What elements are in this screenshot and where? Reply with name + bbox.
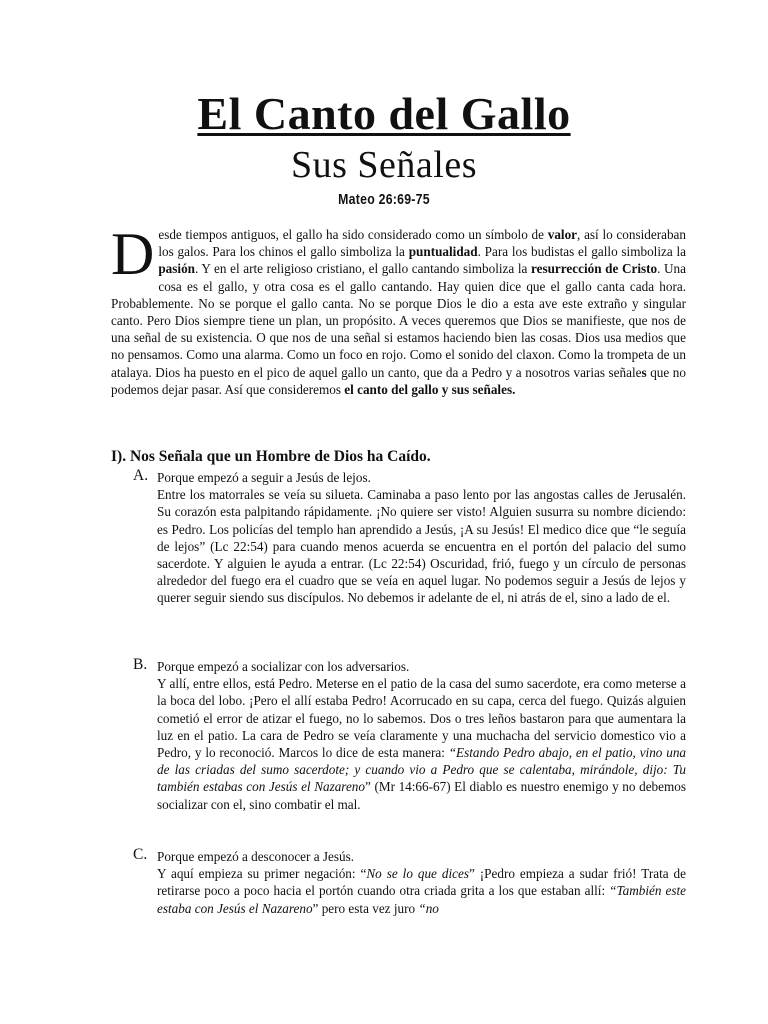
item-b-text: ” (Mr 14:66-67) El diablo es nuestro enemigo y no debemos socializar con el, sino combatir el mal. bbox=[157, 779, 686, 812]
item-letter-c: C. bbox=[133, 846, 148, 863]
intro-bold-valor: valor bbox=[547, 227, 578, 242]
intro-paragraph bbox=[111, 221, 687, 398]
intro-text: . Una cosa es el gallo, y otra cosa es el gallo cantando. Hay quien dice que el gallo canta cada hora. Probablemente. No se porque el gallo canta. No se porque Dios le dio a esta ave este extraño y singular canto. Pero Dios siempre tiene un plan, un propósito. A veces queremos que Dios se manifieste, que nos de una señal de su existencia. O que nos de una señal si estamos haciendo bien las cosas. Dios usa medios que no pensamos. Como una alarma. Como un foco en rojo. Como el sonido del claxon. Como la trompeta de un atalaya. Dios ha puesto en el pico de aquel gallo un canto, que da a Pedro y a nosotros varias señale bbox=[111, 261, 686, 380]
document-title: El Canto del Gallo bbox=[197, 88, 571, 139]
intro-text: esde tiempos antiguos, el gallo ha sido considerado como un símbolo de bbox=[158, 227, 548, 242]
item-b-lead: Porque empezó a socializar con los adversarios. bbox=[157, 659, 410, 674]
item-c-quote: “no bbox=[418, 900, 439, 916]
intro-bold-pasion: pasión bbox=[158, 261, 195, 277]
item-c-quote: “También este estaba con Jesús el Nazareno bbox=[157, 883, 686, 916]
drop-cap: D bbox=[111, 221, 155, 287]
item-a-lead: Porque empezó a seguir a Jesús de lejos. bbox=[157, 470, 371, 485]
document-subtitle: Sus Señales bbox=[291, 144, 477, 186]
intro-text: que no podemos dejar pasar. Así que consideremos bbox=[111, 364, 686, 397]
section-heading: I). Nos Señala que un Hombre de Dios ha Caído. bbox=[111, 448, 431, 465]
intro-bold-resurreccion: resurrección de Cristo bbox=[531, 261, 658, 277]
intro-bold-s: s bbox=[641, 364, 647, 380]
item-c-quote: No se lo que dices bbox=[366, 866, 469, 882]
intro-text: , así lo consideraban los galos. Para los chinos el gallo simboliza la bbox=[158, 227, 687, 260]
item-c-text: Y aquí empieza su primer negación: “ bbox=[157, 866, 367, 882]
item-c-lead: Porque empezó a desconocer a Jesús. bbox=[157, 849, 355, 864]
item-b-text: Y allí, entre ellos, está Pedro. Meterse en el patio de la casa del sumo sacerdote, era como meterse a la boca del lobo. ¡Pero el allí estaba Pedro! Acorrucado en su capa, cerca del fuego. Quizás alguien cometió el error de atizar el fuego, no lo sabemos. Dos o tres leños bastaron para que aumentara la luz en el patio. La cara de Pedro se veía claramente y una muchacha del servicio domestico vio a Pedro, y lo reconoció. Marcos lo dice de esta manera: bbox=[157, 676, 686, 761]
item-letter-b: B. bbox=[133, 656, 148, 673]
scripture-reference: Mateo 26:69-75 bbox=[338, 191, 430, 208]
item-c-text: ” pero esta vez juro bbox=[312, 900, 419, 916]
item-c-text: ” ¡Pedro empieza a sudar frió! Trata de retirarse poco a poco hacia el portón cuando otra criada grita a los que estaban allí: bbox=[157, 866, 686, 899]
intro-bold-closing: el canto del gallo y sus señales. bbox=[344, 381, 516, 397]
item-b-quote: “Estando Pedro abajo, en el patio, vino una de las criadas del sumo sacerdote; y cuando vio a Pedro que se calentaba, mirándole, dijo: Tu también estabas con Jesús el Nazareno bbox=[157, 745, 687, 795]
item-a bbox=[157, 469, 686, 607]
item-a-body: Entre los matorrales se veía su silueta. Caminaba a paso lento por las angostas calles de Jerusalén. Su corazón esta palpitando rápidamente. ¡No quiere ser visto! Alguien susurra su nombre diciendo: es Pedro. Los policías del templo han aprendido a Jesús, ¡A su Jesús! El medico dice que “le seguía de lejos” (Lc 22:54) para cuando menos acuerda se encuentra en el portón del palacio del sumo sacerdote. Y alguien le ayuda a entrar. (Lc 22:54) Oscuridad, frió, fuego y un círculo de personas alrededor del fuego era el cuadro que se veía en aquel lugar. No podemos seguir a Jesús de lejos y querer seguir siendo sus discípulos. No debemos ir adelante de el, ni atrás de el, sino a lado de el. bbox=[157, 487, 686, 606]
intro-text: . Y en el arte religioso cristiano, el gallo cantando simboliza la bbox=[195, 261, 531, 277]
item-letter-a: A. bbox=[133, 467, 149, 484]
intro-bold-puntualidad: puntualidad bbox=[408, 244, 478, 260]
item-c bbox=[157, 848, 686, 917]
intro-text: . Para los budistas el gallo simboliza la bbox=[477, 244, 686, 260]
item-b bbox=[157, 658, 686, 813]
